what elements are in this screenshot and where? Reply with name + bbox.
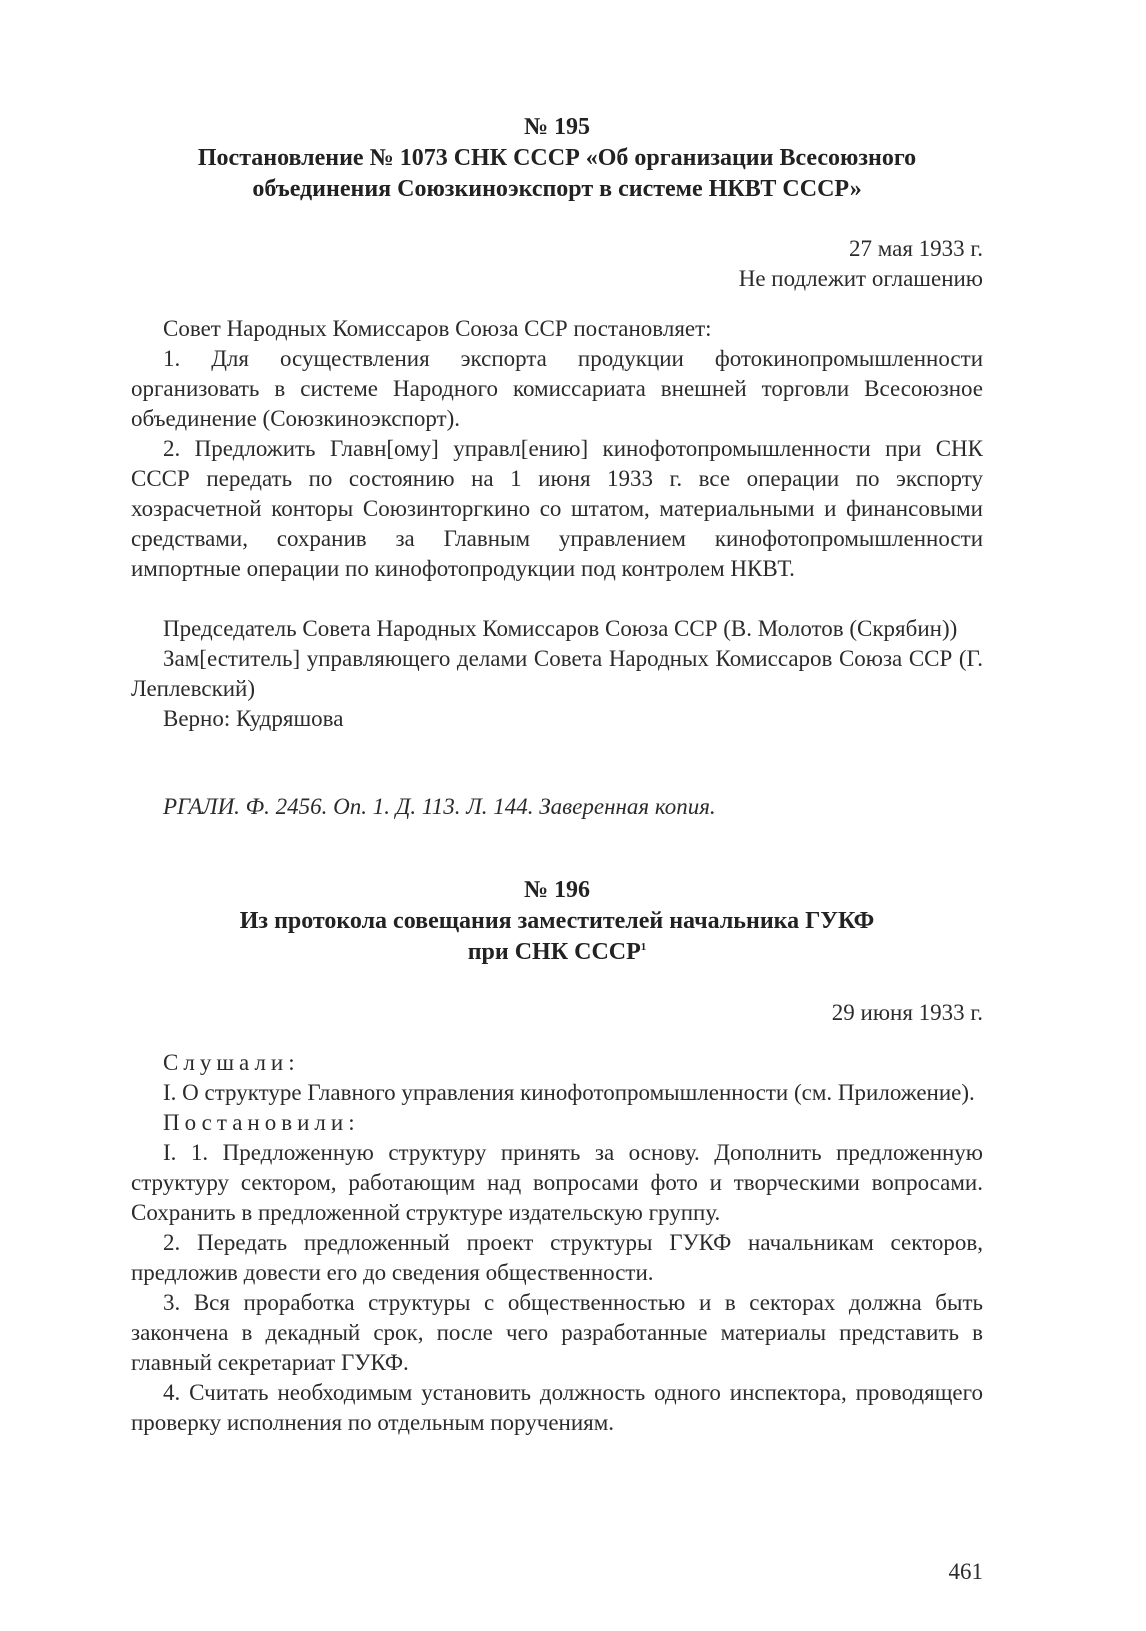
doc-196-res1: I. 1. Предложенную структуру принять за основу. Дополнить предложенную структуру сектором, работающим над вопросами фото и творческими вопросами. Сохранить в предложенной структуре издательскую группу. xyxy=(131,1140,983,1225)
doc-195-date: 27 мая 1933 г. xyxy=(848,236,983,261)
doc-196-title-line2: при СНК СССР xyxy=(467,939,641,965)
doc-196-res4: 4. Считать необходимым установить должность одного инспектора, проводящего проверку исполнения по отдельным поручениям. xyxy=(131,1380,983,1435)
footnote-marker: 1 xyxy=(640,941,647,953)
page-number: 461 xyxy=(948,1559,983,1584)
doc-196-heard-label: Слушали: xyxy=(163,1050,300,1075)
doc-195-sign3: Верно: Кудряшова xyxy=(163,706,344,731)
doc-196-date: 29 июня 1933 г. xyxy=(831,1000,983,1025)
doc-196 xyxy=(131,875,983,968)
doc-196-title-line1: Из протокола совещания заместителей начальника ГУКФ xyxy=(239,908,875,934)
doc-196-heard-item: I. О структуре Главного управления кинофотопромышленности (см. Приложение). xyxy=(163,1080,975,1105)
doc-195-source: РГАЛИ. Ф. 2456. Оп. 1. Д. 113. Л. 144. Заверенная копия. xyxy=(163,794,716,819)
doc-195-signatures xyxy=(131,614,983,734)
doc-195-intro: Совет Народных Комиссаров Союза ССР постановляет: xyxy=(163,316,712,341)
doc-195-item2: 2. Предложить Главн[ому] управл[ению] кинофотопромышленности при СНК СССР передать по состоянию на 1 июня 1933 г. все операции по экспорту хозрасчетной конторы Союзинторгкино со штатом, материальными и финансовыми средствами, сохранив за Главным управлением кинофотопромышленности импортные операции по кинофотопродукции под контролем НКВТ. xyxy=(131,436,983,581)
doc-196-meta xyxy=(131,998,983,1028)
doc-196-res3: 3. Вся проработка структуры с общественностью и в секторах должна быть закончена в декадный срок, после чего разработанные материалы представить в главный секретариат ГУКФ. xyxy=(131,1290,983,1375)
doc-195-number: № 195 xyxy=(523,114,591,140)
doc-196-title-line2-wrap xyxy=(131,937,983,968)
doc-195-sign2: Зам[еститель] управляющего делами Совета Народных Комиссаров Союза ССР (Г. Леплевский) xyxy=(131,646,983,701)
doc-195-title-line2: объединения Союзкиноэкспорт в системе НКВТ СССР» xyxy=(252,176,862,202)
doc-196-resolved-label: Постановили: xyxy=(163,1110,360,1135)
doc-196-number: № 196 xyxy=(523,877,591,903)
doc-195-title-line1: Постановление № 1073 СНК СССР «Об организации Всесоюзного xyxy=(197,145,917,171)
doc-195 xyxy=(131,112,983,205)
doc-195-meta xyxy=(131,234,983,294)
doc-195-item1: 1. Для осуществления экспорта продукции фотокинопромышленности организовать в системе Народного комиссариата внешней торговли Всесоюзное объединение (Союзкиноэкспорт). xyxy=(131,346,983,431)
doc-195-body xyxy=(131,314,983,584)
doc-195-secrecy: Не подлежит оглашению xyxy=(738,266,983,291)
doc-195-sign1: Председатель Совета Народных Комиссаров Союза ССР (В. Молотов (Скрябин)) xyxy=(163,616,958,641)
doc-195-source-block xyxy=(131,792,983,822)
doc-196-body xyxy=(131,1048,983,1438)
doc-196-res2: 2. Передать предложенный проект структуры ГУКФ начальникам секторов, предложив довести его до сведения общественности. xyxy=(131,1230,983,1285)
